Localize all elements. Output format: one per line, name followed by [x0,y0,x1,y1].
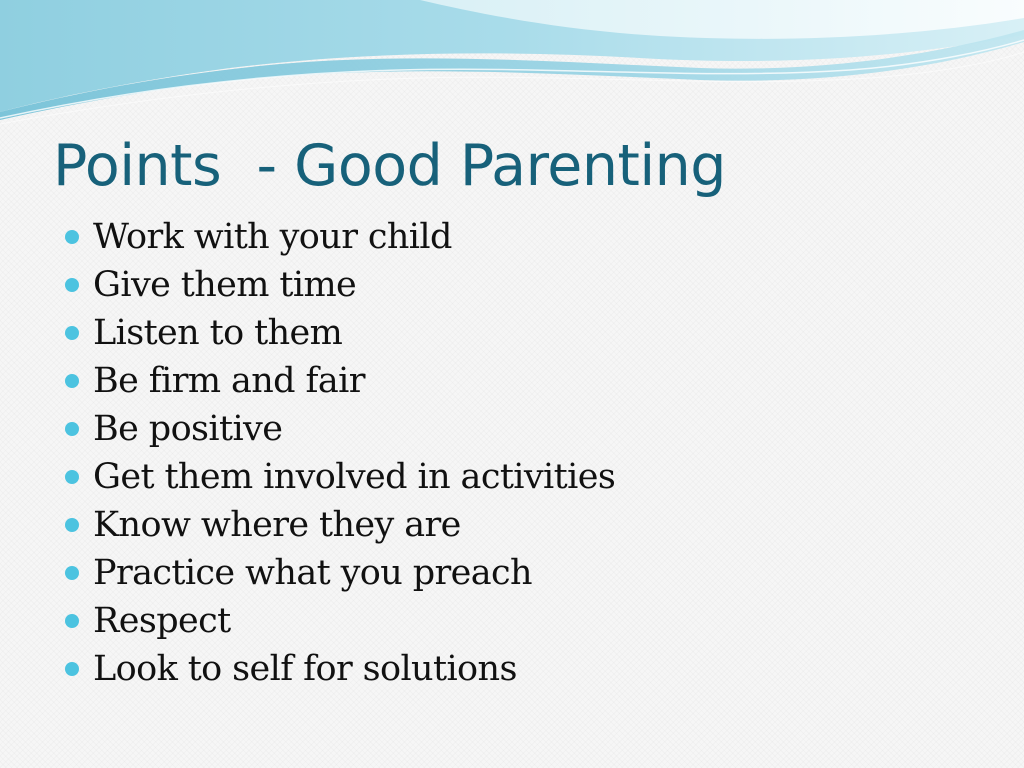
bullet-text: Be firm and fair [93,361,365,401]
header-wave-decoration [0,0,1024,130]
bullet-item [64,309,615,357]
bullet-item [64,213,615,261]
bullet-item [64,645,615,693]
slide-title: Points - Good Parenting [53,133,726,199]
bullet-item [64,501,615,549]
bullet-text: Listen to them [93,313,343,353]
bullet-dot-icon [65,566,79,580]
bullet-text: Practice what you preach [93,553,532,593]
bullet-dot-icon [65,374,79,388]
bullet-list [64,213,615,693]
bullet-text: Know where they are [93,505,461,545]
bullet-dot-icon [65,662,79,676]
bullet-item [64,453,615,501]
bullet-text: Be positive [93,409,283,449]
bullet-item [64,597,615,645]
bullet-text: Get them involved in activities [93,457,616,497]
bullet-dot-icon [65,470,79,484]
bullet-item [64,261,615,309]
bullet-dot-icon [65,422,79,436]
bullet-item [64,357,615,405]
bullet-item [64,549,615,597]
bullet-text: Work with your child [93,217,452,257]
bullet-text: Give them time [93,265,357,305]
bullet-item [64,405,615,453]
bullet-dot-icon [65,230,79,244]
bullet-dot-icon [65,278,79,292]
bullet-text: Respect [93,601,231,641]
bullet-dot-icon [65,518,79,532]
bullet-dot-icon [65,614,79,628]
bullet-text: Look to self for solutions [93,649,517,689]
bullet-dot-icon [65,326,79,340]
